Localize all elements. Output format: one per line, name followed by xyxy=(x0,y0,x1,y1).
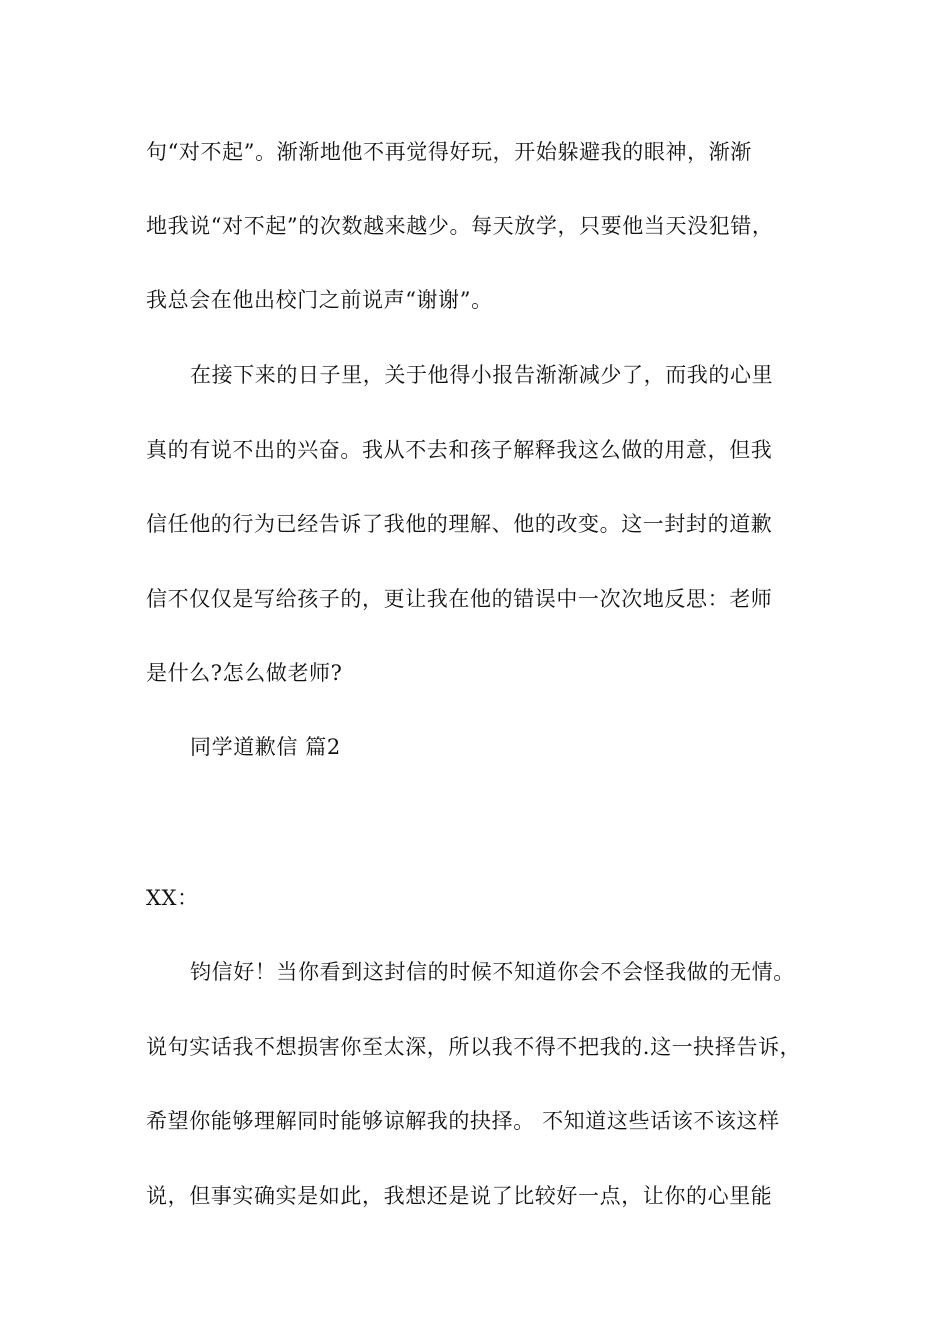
paragraph-line: 说，但事实确实是如此，我想还是说了比较好一点，让你的心里能 xyxy=(146,1184,773,1208)
paragraph-line: 我总会在他出校门之前说声“谢谢”。 xyxy=(146,288,493,312)
paragraph-line: 说句实话我不想损害你至太深，所以我不得不把我的.这一抉择告诉， xyxy=(146,1035,802,1059)
paragraph-line: 信任他的行为已经告诉了我他的理解、他的改变。这一封封的道歉 xyxy=(146,512,773,536)
paragraph-line: 地我说“对不起”的次数越来越少。每天放学，只要他当天没犯错， xyxy=(146,214,774,238)
paragraph-line: 是什么?怎么做老师? xyxy=(146,661,343,685)
paragraph-line: 在接下来的日子里，关于他得小报告渐渐减少了，而我的心里 xyxy=(190,363,774,387)
paragraph-line: 句“对不起”。渐渐地他不再觉得好玩，开始躲避我的眼神，渐渐 xyxy=(146,140,752,164)
section-heading: 同学道歉信 篇2 xyxy=(190,735,341,759)
paragraph-line: 钧信好！当你看到这封信的时候不知道你会不会怪我做的无情。 xyxy=(190,960,795,984)
paragraph-line: 真的有说不出的兴奋。我从不去和孩子解释我这么做的用意，但我 xyxy=(146,438,773,462)
paragraph-line: 信不仅仅是写给孩子的，更让我在他的错误中一次次地反思：老师 xyxy=(146,587,773,611)
paragraph-line: 希望你能够理解同时能够谅解我的抉择。 不知道这些话该不该这样 xyxy=(146,1109,780,1133)
salutation: XX： xyxy=(146,886,199,910)
